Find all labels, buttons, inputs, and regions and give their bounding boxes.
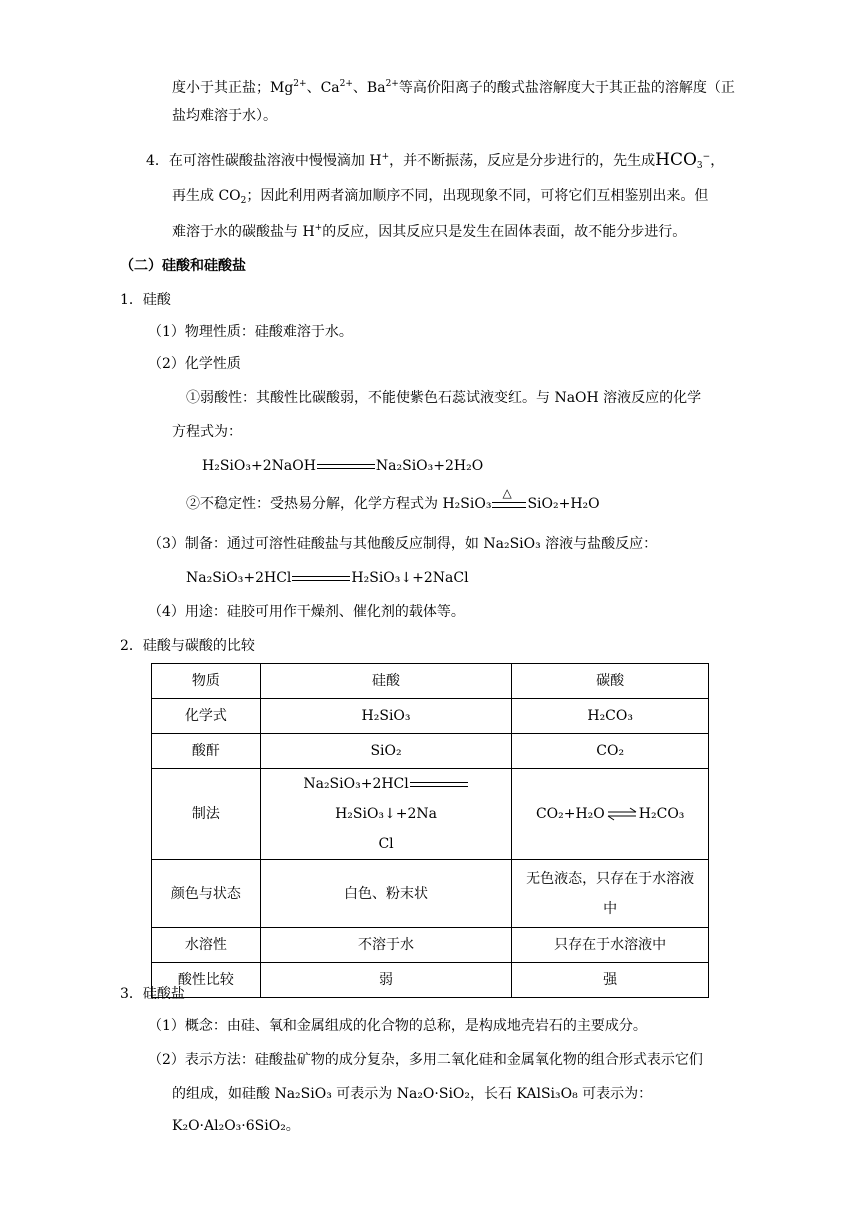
cell-line: 中 [603, 900, 618, 917]
row-label: 化学式 [152, 699, 261, 734]
text-line: （1）物理性质：硅酸难溶于水。 [148, 324, 353, 340]
equation-left: Na₂SiO₃+2HCl [303, 776, 409, 792]
row-label: 制法 [152, 769, 261, 860]
text-line: 的组成，如硅酸 Na₂SiO₃ 可表示为 Na₂O·SiO₂，长石 KAlSi₃O₈ 可表示为： [172, 1086, 653, 1102]
equation-right: H₂SiO₃↓+2Na [335, 806, 438, 822]
table-row [152, 928, 709, 963]
table-row [152, 699, 709, 734]
text-line: （4）用途：硅胶可用作干燥剂、催化剂的载体等。 [148, 604, 465, 620]
table-cell: 只存在于水溶液中 [512, 928, 709, 963]
table-cell: CO₂ [512, 734, 709, 769]
subsection-heading: 1．硅酸 [120, 292, 171, 308]
text: ，并不断振荡，反应是分步进行的，先生成 [389, 153, 656, 169]
text-line: （2）化学性质 [148, 356, 241, 372]
subsection-heading: 3．硅酸盐 [120, 986, 185, 1002]
superscript: 2+ [385, 79, 399, 89]
subscript: 3 [696, 161, 703, 171]
heat-symbol: △ [502, 486, 512, 500]
cell-line: Cl [378, 836, 394, 852]
table-header: 物质 [152, 664, 261, 699]
table-row [152, 963, 709, 998]
table-cell [260, 769, 512, 860]
text: 、Ca [306, 80, 340, 96]
cell-line [267, 769, 506, 829]
text: 度小于其正盐；Mg [172, 80, 294, 96]
text: 、Ba [352, 80, 386, 96]
section-heading: （二）硅酸和硅酸盐 [120, 258, 246, 274]
table-cell: H₂CO₃ [512, 699, 709, 734]
bicarbonate-formula [655, 150, 710, 170]
cell-line: 无色液态，只存在于水溶液 [526, 870, 695, 887]
row-label: 水溶性 [152, 928, 261, 963]
equation-right: H₂CO₃ [638, 806, 685, 822]
text-line: K₂O·Al₂O₃·6SiO₂。 [172, 1118, 300, 1134]
text: 难溶于水的碳酸盐与 H [172, 224, 315, 240]
table-cell: 强 [512, 963, 709, 998]
table-header: 硅酸 [260, 664, 512, 699]
equation-left: Na₂SiO₃+2HCl [186, 570, 292, 586]
table-cell: 白色、粉末状 [260, 860, 512, 928]
table-header: 碳酸 [512, 664, 709, 699]
heating-equals-sign [492, 486, 526, 511]
text-line [172, 186, 708, 211]
table-cell: H₂SiO₃ [260, 699, 512, 734]
equals-sign [410, 777, 468, 791]
equation-right: Na₂SiO₃+2H₂O [375, 458, 484, 474]
row-label: 颜色与状态 [152, 860, 261, 928]
text: 等高价阳离子的酸式盐溶解度大于其正盐的溶解度（正 [398, 80, 735, 96]
table-cell: SiO₂ [260, 734, 512, 769]
equation-right: SiO₂+H₂O [527, 496, 600, 512]
text-line: （1）概念：由硅、氧和金属组成的化合物的总称，是构成地壳岩石的主要成分。 [148, 1018, 647, 1034]
text: 的反应，因其反应只是发生在固体表面，故不能分步进行。 [322, 224, 687, 240]
equation-left: H₂SiO₃+2NaOH [202, 458, 316, 474]
equation-left: CO₂+H₂O [535, 806, 605, 822]
chemical-equation [202, 456, 483, 476]
text-line: （3）制备：通过可溶性硅酸盐与其他酸反应制得，如 Na₂SiO₃ 溶液与盐酸反应： [148, 536, 658, 552]
row-label: 酸性比较 [152, 963, 261, 998]
row-label: 酸酐 [152, 734, 261, 769]
table-cell [512, 860, 709, 928]
superscript: 2+ [339, 79, 353, 89]
superscript: 2+ [293, 79, 307, 89]
table-row [152, 769, 709, 860]
text-line [172, 74, 735, 98]
text: ②不稳定性：受热易分解，化学方程式为 H₂SiO₃ [186, 496, 492, 512]
subsection-heading: 2．硅酸与碳酸的比较 [120, 638, 255, 654]
equals-sign [317, 459, 375, 473]
table-row [152, 734, 709, 769]
text-line [172, 218, 686, 242]
text-line: （2）表示方法：硅酸盐矿物的成分复杂，多用二氧化硅和金属氧化物的组合形式表示它们 [148, 1052, 703, 1068]
table-header-row [152, 664, 709, 699]
text-line: ①弱酸性：其酸性比碳酸弱，不能使紫色石蕊试液变红。与 NaOH 溶液反应的化学 [186, 390, 702, 406]
text-line: 方程式为： [172, 424, 242, 440]
table-row [152, 860, 709, 928]
table-cell [512, 769, 709, 860]
table-cell: 不溶于水 [260, 928, 512, 963]
equation-right: H₂SiO₃↓+2NaCl [351, 570, 469, 586]
superscript: + [381, 152, 390, 162]
superscript: + [314, 223, 323, 233]
chemical-equation [186, 486, 600, 514]
reversible-arrow-icon [607, 807, 637, 821]
text: ；因此利用两者滴加顺序不同，出现现象不同，可将它们互相鉴别出来。但 [246, 188, 709, 204]
text: 4．在可溶性碳酸盐溶液中慢慢滴加 H [146, 153, 382, 169]
superscript: − [702, 152, 711, 162]
chemical-equation [186, 568, 469, 588]
text-line [146, 147, 724, 176]
equals-sign [292, 571, 350, 585]
text: HCO [655, 150, 697, 170]
subscript: 2 [240, 196, 247, 206]
text-line: 盐均难溶于水）。 [172, 108, 277, 124]
text: ， [710, 153, 725, 169]
table-cell: 弱 [260, 963, 512, 998]
comparison-table [151, 663, 709, 998]
text: 再生成 CO [172, 188, 241, 204]
